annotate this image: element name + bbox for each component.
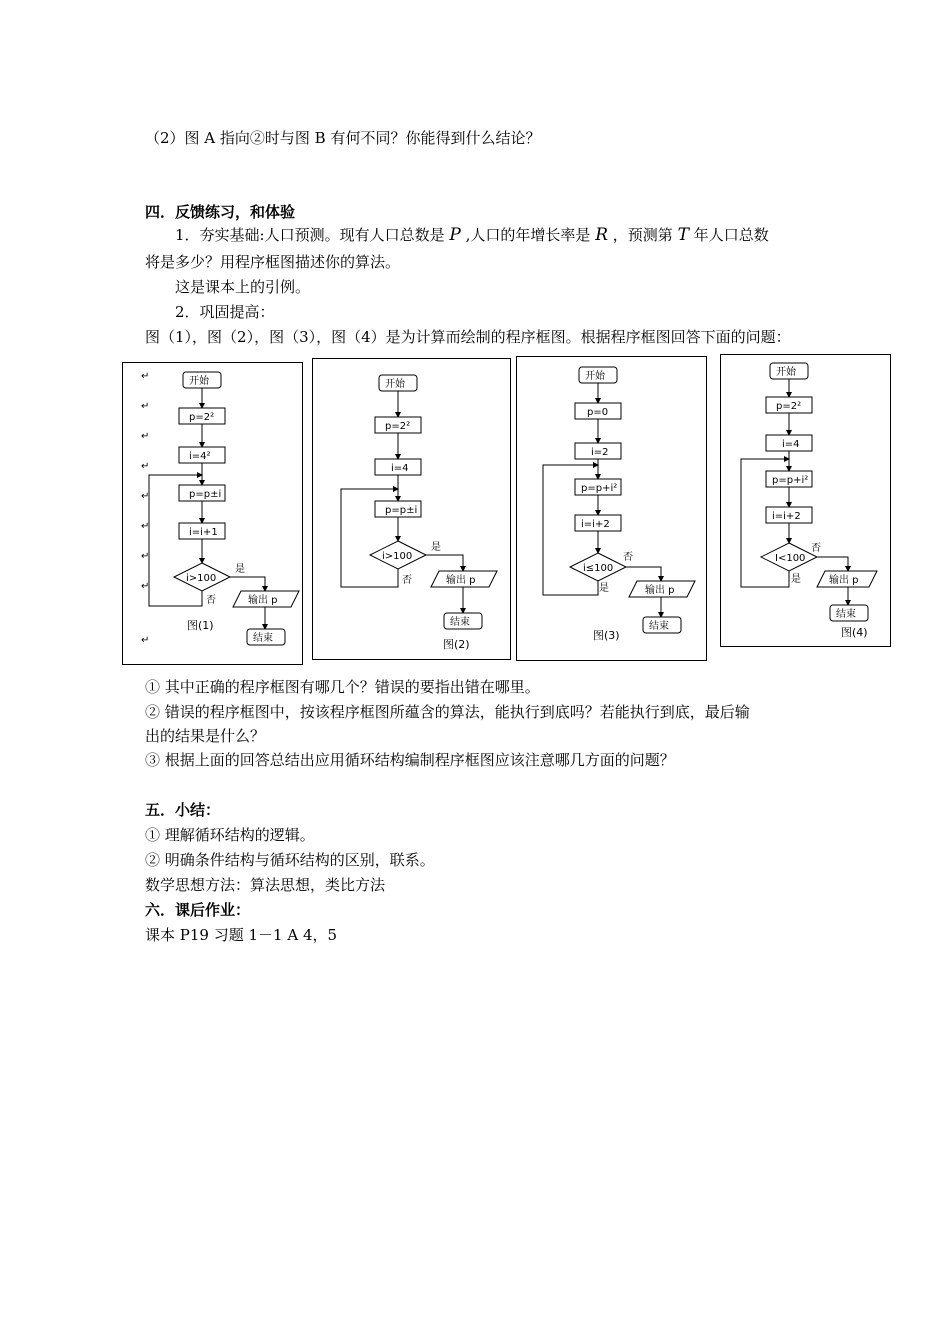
section-4-title: 四．反馈练习，和体验	[145, 203, 296, 221]
fig1-no-label: 否	[206, 595, 216, 606]
svg-text:↵: ↵	[141, 491, 150, 502]
section-4-para-4: 图（1），图（2），图（3），图（4）是为计算而绘制的程序框图。根据程序框图回答下面的问题：	[145, 328, 791, 346]
fig3-init-p-label: p=0	[587, 407, 609, 418]
fig2-init-p-label: p=2²	[385, 421, 411, 432]
fig3-init-i-label: i=2	[591, 447, 609, 458]
fig2-start-label: 开始	[385, 379, 405, 390]
fig4-start-label: 开始	[776, 367, 796, 378]
fig3-condition-label: i≤100	[583, 563, 614, 574]
para-1-text-b: ,人口的年增长率是	[465, 226, 591, 244]
fig4-init-p-label: p=2²	[776, 401, 802, 412]
fig3-no-label: 否	[623, 552, 633, 563]
section-4-question-2: ② 错误的程序框图中，按该程序框图所蕴含的算法，能执行到底吗？若能执行到底，最后输	[145, 703, 750, 721]
fig3-caption: 图(3)	[593, 629, 620, 642]
fig4-yes-label: 是	[791, 574, 801, 585]
svg-text:↵: ↵	[141, 461, 150, 472]
fig4-end-label: 结束	[836, 609, 856, 620]
section-4-para-2: 这是课本上的引例。	[175, 278, 311, 296]
fig1-body-1-label: p=p±i	[189, 489, 222, 500]
section-4-para-3: 2．巩固提高：	[175, 303, 275, 321]
svg-text:↵: ↵	[141, 371, 150, 382]
section-5-item-2: ② 明确条件结构与循环结构的区别，联系。	[145, 851, 435, 869]
para-1-text-c: ，预测第	[612, 226, 673, 244]
fig1-output-label: 输出 p	[248, 595, 278, 606]
fig4-body-1-label: p=p+i²	[772, 475, 809, 486]
section-4-question-3: ③ 根据上面的回答总结出应用循环结构编制程序框图应该注意哪几方面的问题？	[145, 751, 675, 769]
fig3-body-1-label: p=p+i²	[581, 483, 618, 494]
fig4-condition-label: I<100	[775, 553, 806, 564]
fig3-body-2-label: i=i+2	[581, 519, 610, 530]
section-5-item-3: 数学思想方法：算法思想，类比方法	[145, 876, 386, 894]
fig1-condition-label: i>100	[186, 573, 217, 584]
fig1-end-label: 结束	[253, 633, 273, 644]
fig4-body-2-label: i=i+2	[772, 511, 801, 522]
fig2-output-label: 输出 p	[446, 575, 476, 586]
fig2-no-label: 否	[402, 575, 412, 586]
var-p: P	[449, 225, 461, 245]
flowchart-figure-3	[516, 356, 707, 661]
fig3-output-label: 输出 p	[645, 585, 675, 596]
var-r: R	[595, 225, 608, 245]
var-t: T	[677, 225, 689, 245]
fig3-yes-label: 是	[599, 583, 609, 594]
fig2-caption: 图(2)	[443, 638, 470, 651]
fig3-end-label: 结束	[649, 621, 669, 632]
para-1-text-a: 1．夯实基础:人口预测。现有人口总数是	[175, 226, 445, 244]
svg-text:↵: ↵	[141, 635, 150, 646]
flowchart-figure-4	[720, 354, 891, 647]
fig2-init-i-label: i=4	[391, 463, 409, 474]
section-6-title: 六．课后作业：	[145, 901, 251, 919]
section-4-question-1: ① 其中正确的程序框图有哪几个？错误的要指出错在哪里。	[145, 678, 540, 696]
section-5-title: 五．小结：	[145, 801, 221, 819]
svg-text:↵: ↵	[141, 551, 150, 562]
fig4-init-i-label: i=4	[782, 439, 800, 450]
fig3-start-label: 开始	[585, 371, 605, 382]
question-2-text: （2）图 A 指向②时与图 B 有何不同？你能得到什么结论？	[145, 129, 541, 147]
svg-text:↵: ↵	[141, 401, 150, 412]
fig2-body-1-label: p=p±i	[385, 505, 418, 516]
fig1-caption: 图(1)	[187, 619, 214, 632]
fig4-no-label: 否	[811, 543, 821, 554]
fig4-caption: 图(4)	[841, 626, 868, 639]
flowchart-figure-1	[122, 362, 303, 665]
para-1-text-d: 年人口总数	[693, 226, 769, 244]
fig1-init-p-label: p=2²	[189, 412, 215, 423]
section-4-para-1-cont: 将是多少？用程序框图描述你的算法。	[145, 253, 401, 271]
fig2-yes-label: 是	[431, 542, 441, 553]
fig1-body-2-label: i=i+1	[189, 527, 218, 538]
fig4-output-label: 输出 p	[829, 575, 859, 586]
section-5-item-1: ① 理解循环结构的逻辑。	[145, 826, 315, 844]
section-4-question-2-cont: 出的结果是什么？	[145, 727, 266, 745]
fig1-init-i-label: i=4²	[189, 451, 211, 462]
fig2-end-label: 结束	[450, 617, 470, 628]
fig2-condition-label: i>100	[382, 551, 413, 562]
fig1-yes-label: 是	[235, 564, 245, 575]
section-6-homework: 课本 P19 习题 1－1 A 4，5	[145, 926, 338, 944]
svg-text:↵: ↵	[141, 431, 150, 442]
section-4-para-1	[175, 225, 769, 245]
fig1-start-label: 开始	[189, 376, 209, 387]
flowchart-figure-2	[312, 358, 511, 660]
svg-text:↵: ↵	[141, 581, 150, 592]
svg-text:↵: ↵	[141, 521, 150, 532]
